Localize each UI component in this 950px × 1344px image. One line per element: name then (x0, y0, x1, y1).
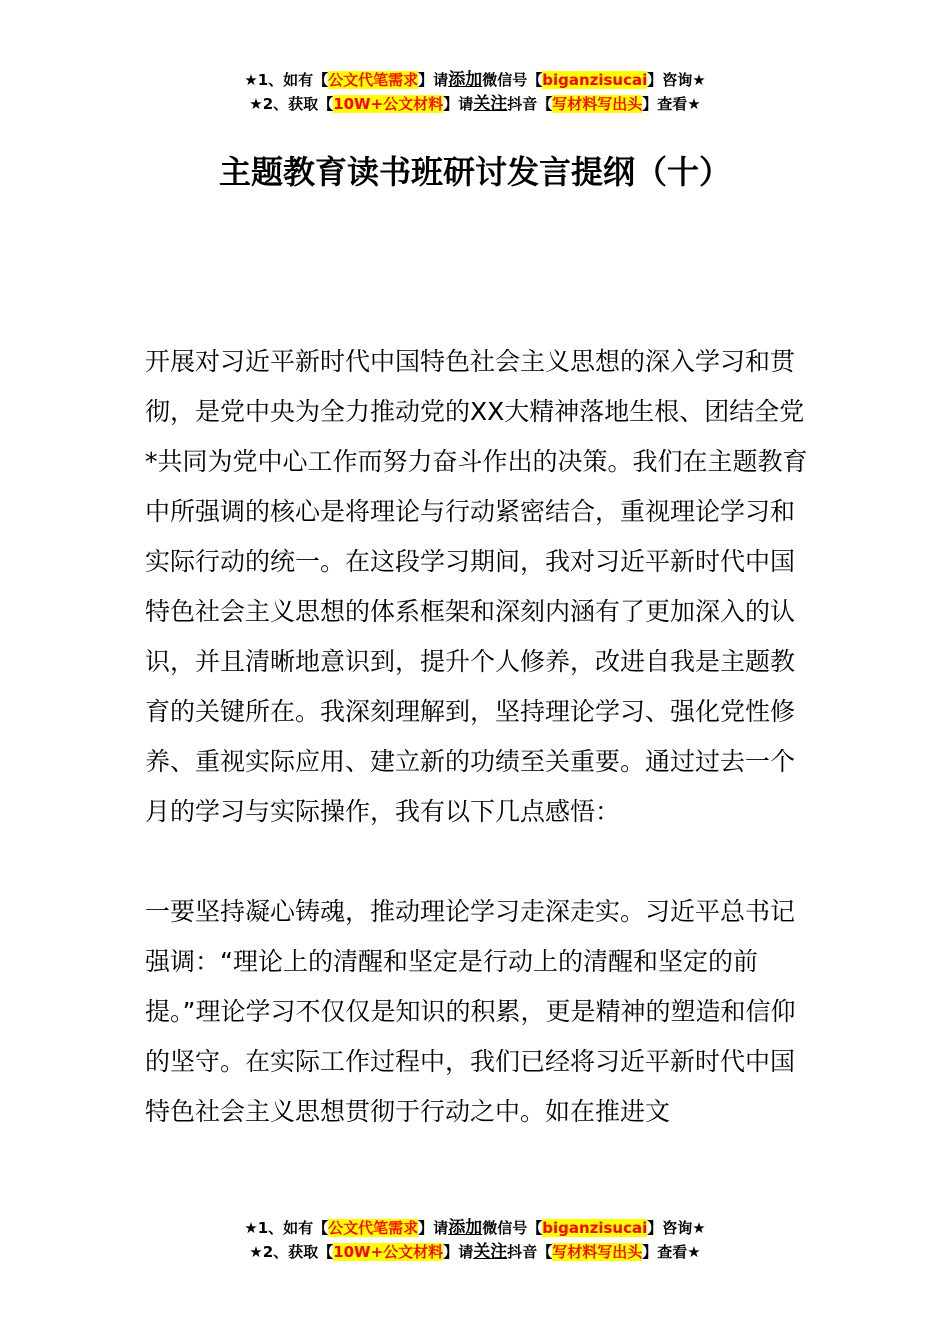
banner-emphasis: 关注 (473, 94, 508, 114)
banner-line-2 (0, 1240, 950, 1264)
paragraph-spacer (145, 837, 810, 887)
banner-text: 】咨询★ (647, 1219, 706, 1237)
footer-banner (0, 1216, 950, 1264)
banner-text: 抖音【 (507, 95, 553, 113)
banner-text: ★2、获取【 (249, 95, 334, 113)
paragraph-2: 一要坚持凝心铸魂，推动理论学习走深走实。习近平总书记强调：“理论上的清醒和坚定是行动上的清醒和坚定的前提。”理论学习不仅仅是知识的积累，更是精神的塑造和信仰的坚守。在实际工作过程中，我们已经将习近平新时代中国特色社会主义思想贯彻于行动之中。如在推进文 (145, 897, 796, 1126)
banner-text: 】查看★ (642, 95, 701, 113)
banner-emphasis: 添加 (448, 1218, 483, 1238)
banner-line-1 (0, 1216, 950, 1240)
banner-text: 】查看★ (642, 1243, 701, 1261)
document-title: 主题教育读书班研讨发言提纲（十） (218, 153, 731, 191)
paragraph-1: 开展对习近平新时代中国特色社会主义思想的深入学习和贯彻，是党中央为全力推动党的XX大精神落地生根、团结全党*共同为党中心工作而努力奋斗作出的决策。我们在主题教育中所强调的核心是将理论与行动紧密结合，重视理论学习和实际行动的统一。在这段学习期间，我对习近平新时代中国特色社会主义思想的体系框架和深刻内涵有了更加深入的认识，并且清晰地意识到，提升个人修养，改进自我是主题教育的关键所在。我深刻理解到，坚持理论学习、强化党性修养、重视实际应用、建立新的功绩至关重要。通过过去一个月的学习与实际操作，我有以下几点感悟： (145, 347, 808, 826)
banner-text: ★1、如有【 (244, 71, 329, 89)
banner-highlight: 写材料写出头 (552, 1243, 643, 1261)
banner-highlight: biganzisucai (542, 1219, 648, 1237)
banner-highlight: biganzisucai (542, 71, 648, 89)
banner-highlight: 10W+公文材料 (333, 95, 444, 113)
banner-text: 微信号【 (482, 71, 543, 89)
banner-line-2 (0, 92, 950, 116)
banner-highlight: 写材料写出头 (552, 95, 643, 113)
header-banner (0, 68, 950, 116)
banner-text: 】请 (418, 1219, 449, 1237)
banner-text: ★1、如有【 (244, 1219, 329, 1237)
banner-emphasis: 添加 (448, 70, 483, 90)
banner-text: 】请 (418, 71, 449, 89)
banner-line-1 (0, 68, 950, 92)
banner-highlight: 公文代笔需求 (328, 1219, 419, 1237)
banner-text: 】请 (443, 95, 474, 113)
document-body (145, 337, 810, 1137)
banner-text: 】请 (443, 1243, 474, 1261)
banner-text: 】咨询★ (647, 71, 706, 89)
banner-text: ★2、获取【 (249, 1243, 334, 1261)
banner-text: 抖音【 (507, 1243, 553, 1261)
banner-emphasis: 关注 (473, 1242, 508, 1262)
banner-highlight: 公文代笔需求 (328, 71, 419, 89)
banner-text: 微信号【 (482, 1219, 543, 1237)
banner-highlight: 10W+公文材料 (333, 1243, 444, 1261)
